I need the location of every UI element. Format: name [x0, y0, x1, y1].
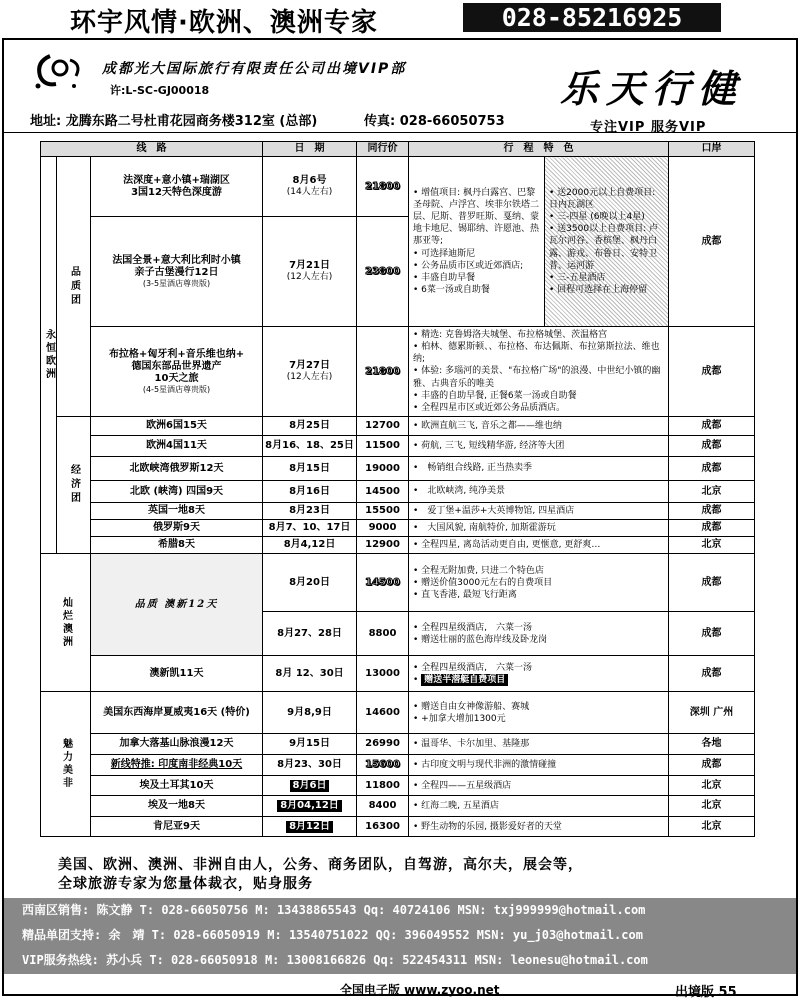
route-cell: 美国东西海岸夏威夷16天 (特价) [91, 692, 263, 734]
price-cell: 14600 [357, 692, 409, 734]
feature-item: • 精选: 克鲁姆洛夫城堡、布拉格城堡、茨温格宫 [413, 330, 608, 340]
bottom-bar [340, 981, 737, 1000]
feature-item: • 增值项目: 枫丹白露宫、巴黎圣母院、卢浮宫、埃菲尔铁塔二层、尼斯、普罗旺斯、戛纳、蒙地卡地尼、锡耶纳、许愿池、热那亚等; [413, 187, 540, 247]
table-row [41, 457, 755, 481]
price-cell: 14500 [357, 481, 409, 503]
contact-bar [4, 898, 796, 974]
table-row [41, 796, 755, 817]
date-cell: 8月16日 [263, 481, 357, 503]
feature-item: • 全程无附加费, 只进二个特色店 [413, 565, 544, 576]
date-cell [263, 217, 357, 327]
date-cell [263, 327, 357, 417]
feature-cell: • 全程四星, 离岛活动更自由, 更惬意, 更舒爽… [409, 537, 669, 554]
price-cell: 21800 [357, 327, 409, 417]
feature-item: • 赠送价值3000元左右的自费项目 [413, 577, 553, 588]
feature-item: • 回程可选择在上海停留 [549, 284, 648, 295]
feature-cell: • 红海二晚, 五星酒店 [409, 796, 669, 817]
address: 地址: 龙腾东路二号杜甫花园商务楼312室 (总部) [30, 114, 318, 129]
feature-item: • 三-四星 (6晚以上4星) [549, 212, 645, 223]
date-cell: 8月15日 [263, 457, 357, 481]
feature-item: • 体验: 多瑙河的美景、"布拉格广场"的浪漫、中世纪小镇的幽雅、古典音乐的唯美 [413, 366, 661, 389]
route-cell: 俄罗斯9天 [91, 520, 263, 537]
port-cell: 深圳 广州 [669, 692, 755, 734]
feature-item: • 全程四星市区或近郊公务品质酒店。 [413, 402, 566, 413]
table-row [41, 554, 755, 612]
feature-cell: • 爱丁堡+温莎+大英博物馆, 四星酒店 [409, 503, 669, 520]
route-name: 亲子古堡漫行12日 [134, 266, 219, 278]
date-cell: 8月23日 [263, 503, 357, 520]
features-cell [409, 554, 669, 612]
price-cell: 19000 [357, 457, 409, 481]
section-quality: 品质团 [57, 157, 91, 417]
price-cell: 12700 [357, 417, 409, 436]
port-cell: 北京 [669, 817, 755, 837]
price-cell: 21800 [357, 157, 409, 217]
price-cell: 13000 [357, 656, 409, 692]
date-cell [263, 776, 357, 796]
port-cell: 成都 [669, 554, 755, 612]
features-cell [409, 327, 669, 417]
price-cell: 16300 [357, 817, 409, 837]
date-value: 8月04,12日 [277, 800, 342, 812]
table-row [41, 157, 755, 217]
license-number: 许:L-SC-GJ00018 [110, 84, 210, 97]
port-cell: 北京 [669, 481, 755, 503]
date-cell: 8月25日 [263, 417, 357, 436]
section-americas-africa: 魅力美非 [41, 692, 91, 837]
feature-item: • 公务品质市区或近郊酒店; [413, 260, 524, 271]
port-cell: 成都 [669, 612, 755, 656]
banner-phone: 028-85216925 [463, 3, 721, 32]
route-cell: 希腊8天 [91, 537, 263, 554]
feature-item: • 可选择迪斯尼 [413, 248, 476, 259]
header-port: 口岸 [669, 142, 755, 157]
route-cell: 加拿大落基山脉浪漫12天 [91, 734, 263, 755]
section-economy: 经济团 [57, 417, 91, 554]
price-cell: 11500 [357, 436, 409, 457]
date-cell [263, 817, 357, 837]
port-cell: 成都 [669, 157, 755, 327]
feature-cell: • 荷航, 三飞, 短线精华游, 经济等大团 [409, 436, 669, 457]
top-banner [0, 0, 800, 38]
route-name: 3国12天特色深度游 [131, 186, 222, 198]
table-row [41, 734, 755, 755]
feature-cell: • 野生动物的乐园, 摄影爱好者的天堂 [409, 817, 669, 837]
feature-item: • 直飞香港, 最短飞行距离 [413, 589, 517, 600]
header-date: 日 期 [263, 142, 357, 157]
footer-tagline [58, 856, 583, 894]
port-cell: 成都 [669, 417, 755, 436]
price-cell: 26990 [357, 734, 409, 755]
route-cell: 欧洲4国11天 [91, 436, 263, 457]
date-cell: 9月15日 [263, 734, 357, 755]
route-cell [91, 327, 263, 417]
date-cell: 8月23、30日 [263, 755, 357, 776]
price-cell: 9000 [357, 520, 409, 537]
feature-item: • 全程四星级酒店, 六菜一汤 [413, 662, 533, 673]
company-name: 成都光大国际旅行有限责任公司出境VIP部 [102, 61, 407, 77]
feature-highlight: 赠送半潜艇自费项目 [421, 674, 508, 686]
table-row [41, 481, 755, 503]
date-cell: 8月7、10、17日 [263, 520, 357, 537]
table-header [41, 142, 755, 157]
date-cell: 8月20日 [263, 554, 357, 612]
website-link[interactable]: 全国电子版 www.zyoo.net [340, 983, 500, 997]
feature-cell: • 北欧峡湾, 纯净美景 [409, 481, 669, 503]
port-cell: 各地 [669, 734, 755, 755]
table-row [41, 776, 755, 796]
publication-page: 出境版 55 [675, 985, 737, 1000]
price-cell: 15500 [357, 503, 409, 520]
feature-item: • 三-五星酒店 [549, 272, 606, 283]
feature-item: • 丰盛的自助早餐, 正餐6菜一汤或自助餐 [413, 390, 577, 401]
route-name: 10天之旅 [154, 372, 199, 384]
table-row [41, 520, 755, 537]
route-cell: 北欧 (峡湾) 四国9天 [91, 481, 263, 503]
section-europe: 永恒欧洲 [41, 157, 57, 554]
feature-cell: • 欧洲直航三飞, 音乐之都——维也纳 [409, 417, 669, 436]
port-cell: 成都 [669, 503, 755, 520]
features-cell [545, 157, 669, 327]
feature-item: • 柏林、德累斯顿、、布拉格、布达佩斯、布拉第斯拉法、维也纳; [413, 342, 660, 365]
feature-cell: • 全程四——五星级酒店 [409, 776, 669, 796]
route-cell: 澳新凯11天 [91, 656, 263, 692]
route-cell: 埃及一地8天 [91, 796, 263, 817]
footer-line: 美国、欧洲、澳洲、非洲自由人，公务、商务团队，自驾游，高尔夫，展会等， [58, 857, 583, 873]
section-australia: 灿烂澳洲 [41, 554, 91, 692]
table-row [41, 537, 755, 554]
route-name: 布拉格+匈牙利+音乐维也纳+ [108, 348, 245, 360]
table-row [41, 327, 755, 417]
feature-cell: • 古印度文明与现代非洲的激情碰撞 [409, 755, 669, 776]
route-name: 法国全景+意大利比利时小镇 [112, 254, 241, 266]
feature-cell: • 大国风貌, 南航特价, 加斯霍游玩 [409, 520, 669, 537]
feature-item: • 6菜一汤或自助餐 [413, 284, 490, 295]
table-row [41, 755, 755, 776]
port-cell: 成都 [669, 436, 755, 457]
date-cell: 8月16、18、25日 [263, 436, 357, 457]
feature-cell: • 温哥华、卡尔加里、基隆那 [409, 734, 669, 755]
date-cell [263, 157, 357, 217]
contact-row: 精品单团支持: 余 靖 T: 028-66050919 M: 13540751022 QQ: 396049552 MSN: yu_j03@hotmail.com [22, 928, 643, 942]
port-cell: 成都 [669, 755, 755, 776]
price-cell: 11800 [357, 776, 409, 796]
route-cell: 肯尼亚9天 [91, 817, 263, 837]
route-name: 德国东部品世界遗产 [131, 360, 222, 372]
date-cell: 8月4,12日 [263, 537, 357, 554]
price-cell: 14500 [357, 554, 409, 612]
route-cell [91, 217, 263, 327]
table-row [41, 436, 755, 457]
price-cell: 15600 [357, 755, 409, 776]
banner-title: 环宇风情·欧洲、澳洲专家 [70, 8, 378, 38]
route-cell [91, 157, 263, 217]
features-cell [409, 157, 545, 327]
fax: 传真: 028-66050753 [364, 114, 505, 129]
features-cell [409, 656, 669, 692]
price-cell: 8400 [357, 796, 409, 817]
footer-line: 全球旅游专家为您量体裁衣，贴身服务 [58, 876, 313, 892]
group-size: (14人左右) [286, 187, 333, 198]
contact-row: 西南区销售: 陈文静 T: 028-66050756 M: 13438865543 Qq: 40724106 MSN: txj999999@hotmail.com [22, 903, 646, 917]
date-value: 7月27日 [289, 360, 330, 372]
company-logo-icon [30, 50, 86, 94]
price-cell: 23800 [357, 217, 409, 327]
table-row [41, 417, 755, 436]
route-cell: 埃及土耳其10天 [91, 776, 263, 796]
port-cell: 成都 [669, 656, 755, 692]
route-sub: (3-5星酒店尊贵版) [142, 278, 211, 288]
port-cell: 北京 [669, 537, 755, 554]
date-value: 8月12日 [286, 821, 333, 833]
feature-item: • 赠送半潜艇自费项目 [413, 674, 664, 686]
port-cell: 成都 [669, 327, 755, 417]
group-size: (12人左右) [286, 372, 333, 383]
port-cell: 成都 [669, 520, 755, 537]
header-price: 同行价 [357, 142, 409, 157]
australia-promo-image: 品质 澳新12天 [91, 554, 263, 656]
date-cell: 8月 12、30日 [263, 656, 357, 692]
table-row [41, 817, 755, 837]
date-cell: 9月8,9日 [263, 692, 357, 734]
features-cell [409, 692, 669, 734]
feature-item: • 丰盛自助早餐 [413, 272, 476, 283]
date-value: 7月21日 [289, 260, 330, 272]
route-cell: 新线特推: 印度南非经典10天 [91, 755, 263, 776]
feature-item: • 赠送自由女神像游船、赛城 [413, 701, 530, 712]
route-name: 法深度+意小镇+瑞湖区 [123, 174, 230, 186]
feature-item: • 赠送壮丽的蓝色海岸线及卧龙岗 [413, 634, 548, 645]
slogan: 乐天行健 [560, 66, 745, 111]
route-sub: (4-5星酒店尊贵版) [142, 384, 211, 394]
table-row [41, 503, 755, 520]
date-cell: 8月27、28日 [263, 612, 357, 656]
divider [4, 132, 796, 133]
feature-item: • 送3500以上自费项目: 卢瓦尔河谷、香槟堡、枫丹白露、游戎、布鲁日、安特卫普、运河游 [549, 224, 658, 271]
route-cell: 北欧峡湾俄罗斯12天 [91, 457, 263, 481]
feature-item: • 全程四星级酒店, 六菜一汤 [413, 622, 533, 633]
route-cell: 英国一地8天 [91, 503, 263, 520]
table-row [41, 692, 755, 734]
port-cell: 北京 [669, 796, 755, 817]
header-features: 行 程 特 色 [409, 142, 669, 157]
group-size: (12人左右) [286, 272, 333, 283]
table-row [41, 656, 755, 692]
vip-tagline: 专注VIP 服务VIP [590, 120, 707, 135]
header-route: 线 路 [41, 142, 263, 157]
price-cell: 12900 [357, 537, 409, 554]
feature-item: • 送2000元以上自费项目: 日内瓦湖区 [549, 187, 656, 210]
port-cell: 北京 [669, 776, 755, 796]
tour-table [40, 141, 755, 837]
price-cell: 8800 [357, 612, 409, 656]
features-cell [409, 612, 669, 656]
date-value: 8月6号 [292, 175, 327, 187]
date-value: 8月6日 [290, 780, 330, 792]
feature-item: • +加拿大增加1300元 [413, 713, 506, 724]
feature-cell: • 畅销组合线路, 正当热卖季 [409, 457, 669, 481]
port-cell: 成都 [669, 457, 755, 481]
date-cell [263, 796, 357, 817]
contact-row: VIP服务热线: 苏小兵 T: 028-66050918 M: 13008166826 Qq: 522454311 MSN: leonesu@hotmail.com [22, 953, 648, 967]
route-cell: 欧洲6国15天 [91, 417, 263, 436]
